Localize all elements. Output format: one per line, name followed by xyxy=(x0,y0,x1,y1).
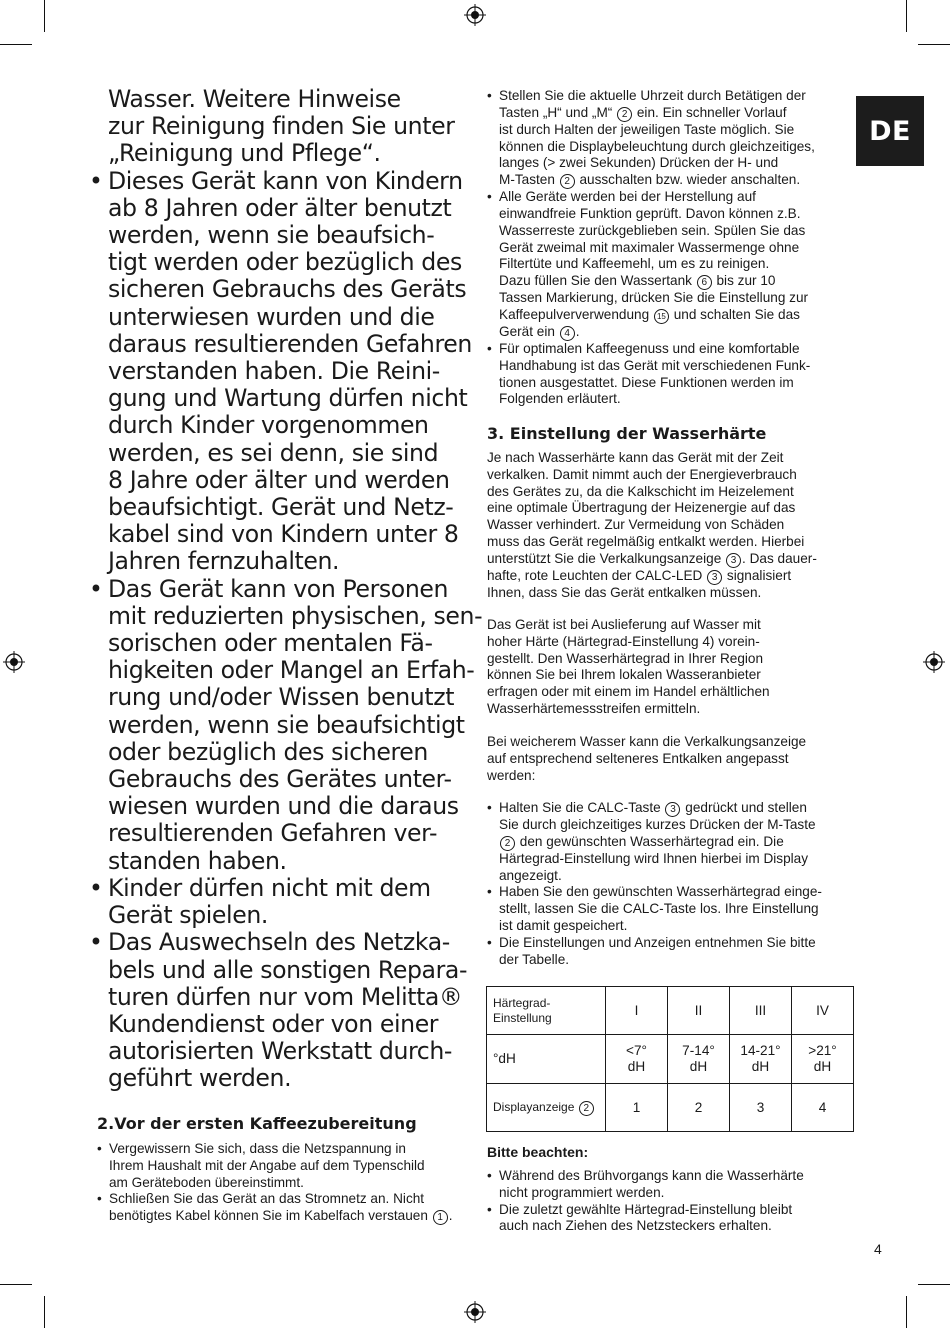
table-cell xyxy=(792,1035,854,1084)
circled-number: 2 xyxy=(579,1101,594,1116)
text-line: werden: xyxy=(487,767,536,783)
text-line: können Sie bei Ihrem lokalen Wasseranbieter xyxy=(487,667,761,683)
circled-number: 3 xyxy=(707,570,722,585)
text-fragment: . xyxy=(448,1208,453,1224)
text-line: beaufsichtigt. Gerät und Netz- xyxy=(108,493,454,522)
text-line: wiesen wurden und die daraus xyxy=(108,792,459,821)
text-line: auf entsprechend selteneres Entkalken angepasst xyxy=(487,750,789,766)
list-item xyxy=(486,341,848,408)
text-line: ist damit gespeichert. xyxy=(499,917,628,933)
text-line: Einstellung xyxy=(493,1010,552,1025)
text-line: daraus resultierenden Gefahren xyxy=(108,329,472,358)
circled-number: 15 xyxy=(654,309,669,324)
text-line: Härtegrad-Einstellung wird Ihnen hierbei im Display xyxy=(499,850,809,866)
text-line xyxy=(487,568,817,585)
note-heading: Bitte beachten: xyxy=(487,1144,589,1160)
crop-mark xyxy=(44,0,45,32)
text-fragment: M-Tasten xyxy=(499,172,555,188)
text-fragment: Dazu füllen Sie den Wassertank xyxy=(499,273,692,289)
text-line: ab 8 Jahren oder älter benutzt xyxy=(108,193,452,222)
table-cell: 1 xyxy=(606,1084,668,1132)
text-fragment: signalisiert xyxy=(726,567,792,583)
table-cell xyxy=(487,1084,606,1132)
text-line: Tassen Markierung, drücken Sie die Einstellung zur xyxy=(499,290,809,306)
text-line: muss das Gerät regelmäßig entkalkt werden. Hierbei xyxy=(487,533,805,549)
table-cell: 3 xyxy=(730,1084,792,1132)
text-line: • Kinder dürfen nicht mit dem xyxy=(108,873,431,902)
table-cell: I xyxy=(606,987,668,1035)
text-line: turen dürfen nur vom Melitta® xyxy=(108,982,463,1011)
table-row xyxy=(487,1035,854,1084)
table-row xyxy=(487,1084,854,1132)
text-line: Das Gerät ist bei Auslieferung auf Wasser mit xyxy=(487,617,761,632)
text-fragment: . xyxy=(575,323,580,339)
text-line: higkeiten oder Mangel an Erfah- xyxy=(108,656,475,685)
text-line: sicheren Gebrauchs des Geräts xyxy=(108,275,467,304)
text-line xyxy=(499,800,858,817)
table-cell: IV xyxy=(792,987,854,1035)
text-line: Folgenden erläutert. xyxy=(499,391,621,407)
text-line: • Vergewissern Sie sich, dass die Netzspannung in xyxy=(109,1141,406,1156)
crop-mark xyxy=(906,1296,907,1328)
table-cell xyxy=(606,1035,668,1084)
text-line: der Tabelle. xyxy=(499,951,570,967)
text-line: unterwiesen wurden und die xyxy=(108,302,435,331)
text-line: oder bezüglich des sicheren xyxy=(108,737,428,766)
text-fragment: den gewünschten Wasserhärtegrad ein. Die xyxy=(519,833,784,849)
crop-mark xyxy=(44,1296,45,1328)
table-cell: 4 xyxy=(792,1084,854,1132)
text-line: • Schließen Sie das Gerät an das Stromnetz an. Nicht xyxy=(109,1191,425,1207)
text-line: Gerät spielen. xyxy=(108,901,268,930)
registration-target-icon xyxy=(464,4,486,26)
text-line: geführt werden. xyxy=(108,1064,292,1093)
text-line: Je nach Wasserhärte kann das Gerät mit der Zeit xyxy=(487,450,784,465)
text-line: • Für optimalen Kaffeegenuss und eine komfortable xyxy=(499,340,800,356)
text-line xyxy=(499,273,848,290)
list-item xyxy=(486,1202,858,1236)
text-fragment: Kaffeepulververwendung xyxy=(499,306,650,322)
text-fragment: Tasten „H“ und „M“ xyxy=(499,104,613,120)
text-line: 7-14° xyxy=(682,1043,715,1058)
text-line: dH xyxy=(751,1059,770,1074)
text-line xyxy=(499,324,848,341)
table-row xyxy=(487,987,854,1035)
list-item xyxy=(486,800,858,884)
table-cell xyxy=(668,1035,730,1084)
text-line: werden, wenn sie beaufsichtigt xyxy=(108,710,465,739)
text-line: mit reduzierten physischen, sen- xyxy=(108,601,483,630)
text-line: tionen ausgestattet. Diese Funktionen werden im xyxy=(499,374,794,390)
hardness-steps-list xyxy=(486,800,858,968)
text-line: • Die Einstellungen und Anzeigen entnehmen Sie bitte xyxy=(499,934,816,950)
text-line: verstanden haben. Die Reini- xyxy=(108,357,440,386)
text-line: autorisierten Werkstatt durch- xyxy=(108,1037,453,1066)
text-line: <7° xyxy=(626,1043,647,1058)
text-line: „Reinigung und Pflege“. xyxy=(108,139,381,168)
page-number: 4 xyxy=(874,1241,882,1257)
softer-water-paragraph xyxy=(487,734,806,784)
text-line: Ihnen, dass Sie das Gerät entkalken müssen. xyxy=(487,584,762,600)
text-line: • Haben Sie den gewünschten Wasserhärtegrad einge- xyxy=(499,884,822,900)
text-line: bels und alle sonstigen Repara- xyxy=(108,955,468,984)
section-3-heading: 3. Einstellung der Wasserhärte xyxy=(487,424,767,443)
text-fragment: . Das dauer- xyxy=(742,550,817,566)
safety-notes-column xyxy=(88,85,483,1093)
circled-number: 3 xyxy=(665,802,680,817)
text-line: Handhabung ist das Gerät mit verschiedenen Funk- xyxy=(499,357,811,373)
text-line: rung und/oder Wissen benutzt xyxy=(108,683,455,712)
circled-number: 2 xyxy=(500,836,515,851)
text-line: • Die zuletzt gewählte Härtegrad-Einstellung bleibt xyxy=(499,1201,793,1217)
text-line: ist durch Halten der jeweiligen Taste möglich. Sie xyxy=(499,121,795,137)
text-line: einwandfreie Funktion geprüft. Davon können z.B. xyxy=(499,205,801,221)
text-fragment: ein. Ein schneller Vorlauf xyxy=(636,104,787,120)
circled-number: 4 xyxy=(560,326,575,341)
text-line: Ihrem Haushalt mit der Angabe auf dem Typenschild xyxy=(109,1157,425,1173)
text-line: werden, es sei denn, sie sind xyxy=(108,438,439,467)
text-fragment: und schalten Sie das xyxy=(673,306,800,322)
table-cell xyxy=(730,1035,792,1084)
registration-target-icon xyxy=(464,1301,486,1323)
note-list xyxy=(486,1168,858,1235)
hardness-table xyxy=(486,986,854,1132)
text-fragment: hafte, rote Leuchten der CALC-LED xyxy=(487,567,703,583)
crop-mark xyxy=(0,1284,32,1285)
text-line: • Stellen Sie die aktuelle Uhrzeit durch Betätigen der xyxy=(499,88,806,103)
text-line: 8 Jahre oder älter und werden xyxy=(108,465,450,494)
text-line xyxy=(499,307,848,324)
table-cell: II xyxy=(668,987,730,1035)
text-line: eine optimale Übertragung der Heizenergie auf das xyxy=(487,500,796,516)
list-item xyxy=(486,935,858,969)
safety-bullet-play xyxy=(88,875,468,929)
text-line: des Gerätes zu, da die Kalkschicht im Heizelement xyxy=(487,483,794,499)
text-line xyxy=(487,551,817,568)
text-line: stellt, lassen Sie die CALC-Taste los. Ihre Einstellung xyxy=(499,901,819,917)
registration-target-icon xyxy=(3,651,25,673)
text-line: langes (> zwei Sekunden) Drücken der H- und xyxy=(499,155,779,171)
factory-setting-paragraph xyxy=(487,617,770,718)
text-line: Sie durch gleichzeitiges kurzes Drücken der M-Taste xyxy=(499,817,816,832)
text-line: sorischen oder mentalen Fä- xyxy=(108,629,433,658)
text-line: angezeigt. xyxy=(499,867,562,883)
text-line: gung und Wartung dürfen nicht xyxy=(108,384,468,413)
text-line: resultierenden Gefahren ver- xyxy=(108,819,438,848)
text-line: Gerät zweimal mit maximaler Wassermenge ohne xyxy=(499,239,800,255)
text-line: Wasser verhindert. Zur Vermeidung von Schäden xyxy=(487,517,785,533)
text-line: dH xyxy=(627,1059,646,1074)
text-line: >21° xyxy=(808,1043,837,1058)
text-line: Wasser. Weitere Hinweise xyxy=(108,85,401,113)
list-item xyxy=(486,884,858,934)
text-line: standen haben. xyxy=(108,846,287,875)
list-item xyxy=(486,88,848,189)
safety-bullet-persons xyxy=(88,574,483,875)
text-line: erfragen oder mit einem im Handel erhältlichen xyxy=(487,684,770,700)
list-item xyxy=(486,189,848,341)
circled-number: 3 xyxy=(726,553,741,568)
list-item xyxy=(96,1191,466,1225)
text-line: 14-21° xyxy=(740,1043,781,1058)
text-line: tigt werden oder bezüglich des xyxy=(108,248,462,277)
circled-number: 2 xyxy=(617,107,632,122)
safety-bullet-repairs xyxy=(88,929,468,1092)
text-line: am Geräteboden übereinstimmt. xyxy=(109,1174,304,1190)
table-cell xyxy=(487,987,606,1035)
table-cell: °dH xyxy=(487,1035,606,1084)
text-line: können die Displaybeleuchtung durch gleichzeitiges, xyxy=(499,138,815,154)
text-line: Härtegrad- xyxy=(493,995,551,1010)
text-line xyxy=(109,1208,466,1225)
text-line: Filtertüte und Kaffeemehl, um es zu reinigen. xyxy=(499,256,770,272)
text-fragment: unterstützt Sie die Verkalkungsanzeige xyxy=(487,550,722,566)
text-line xyxy=(499,834,858,851)
crop-mark xyxy=(918,1284,950,1285)
list-item xyxy=(96,1141,466,1191)
text-line: werden, wenn sie beaufsich- xyxy=(108,221,435,250)
text-line: Wasserhärtemessstreifen ermitteln. xyxy=(487,700,701,716)
text-line xyxy=(499,105,848,122)
text-fragment: Displayanzeige xyxy=(493,1099,575,1114)
text-line: auch nach Ziehen des Netzsteckers erhalten. xyxy=(499,1218,772,1234)
text-line: Wasserreste zurückgeblieben sein. Spülen Sie das xyxy=(499,222,806,238)
text-line: zur Reinigung finden Sie unter xyxy=(108,112,455,141)
table-cell: 2 xyxy=(668,1084,730,1132)
text-line xyxy=(499,172,848,189)
text-line: nicht programmiert werden. xyxy=(499,1184,665,1200)
text-line: • Das Auswechseln des Netzka- xyxy=(108,928,450,957)
table-cell: III xyxy=(730,987,792,1035)
circled-number: 6 xyxy=(697,275,712,290)
text-line: Bei weicherem Wasser kann die Verkalkungsanzeige xyxy=(487,734,807,749)
text-line: verkalken. Damit nimmt auch der Energieverbrauch xyxy=(487,466,797,482)
text-line: Kundendienst oder von einer xyxy=(108,1009,439,1038)
language-badge: DE xyxy=(856,96,924,166)
section-2-heading: 2.Vor der ersten Kaffeezubereitung xyxy=(97,1114,417,1133)
crop-mark xyxy=(0,44,32,45)
text-line: durch Kinder vorgenommen xyxy=(108,411,429,440)
text-line: • Dieses Gerät kann von Kindern xyxy=(108,166,463,195)
text-line: dH xyxy=(813,1059,832,1074)
text-line: gestellt. Den Wasserhärtegrad in Ihrer Region xyxy=(487,650,764,666)
text-line: Gebrauchs des Gerätes unter- xyxy=(108,765,452,794)
intro-paragraph xyxy=(88,86,468,168)
section-2-list xyxy=(96,1141,466,1225)
text-line: • Während des Brühvorgangs kann die Wasserhärte xyxy=(499,1168,804,1183)
text-fragment: bis zur 10 xyxy=(716,273,776,289)
text-fragment: ausschalten bzw. wieder anschalten. xyxy=(579,172,801,188)
text-fragment: Gerät ein xyxy=(499,323,555,339)
text-fragment: benötigtes Kabel können Sie im Kabelfach verstauen xyxy=(109,1208,428,1224)
safety-bullet-children xyxy=(88,166,472,576)
text-fragment: gedrückt und stellen xyxy=(685,800,807,815)
crop-mark xyxy=(906,0,907,32)
text-line: • Das Gerät kann von Personen xyxy=(108,574,449,603)
text-line: • Alle Geräte werden bei der Herstellung auf xyxy=(499,189,756,205)
list-item xyxy=(486,1168,858,1202)
text-line: Jahren fernzuhalten. xyxy=(108,547,340,576)
text-line: hoher Härte (Härtegrad-Einstellung 4) vorein- xyxy=(487,633,760,649)
crop-mark xyxy=(918,44,950,45)
circled-number: 1 xyxy=(433,1210,448,1225)
text-fragment: Halten Sie die CALC-Taste xyxy=(499,800,661,815)
text-line: dH xyxy=(689,1059,708,1074)
circled-number: 2 xyxy=(560,174,575,189)
registration-target-icon xyxy=(923,651,945,673)
water-hardness-intro xyxy=(487,450,817,602)
text-line: kabel sind von Kindern unter 8 xyxy=(108,520,459,549)
setup-list xyxy=(486,88,848,408)
